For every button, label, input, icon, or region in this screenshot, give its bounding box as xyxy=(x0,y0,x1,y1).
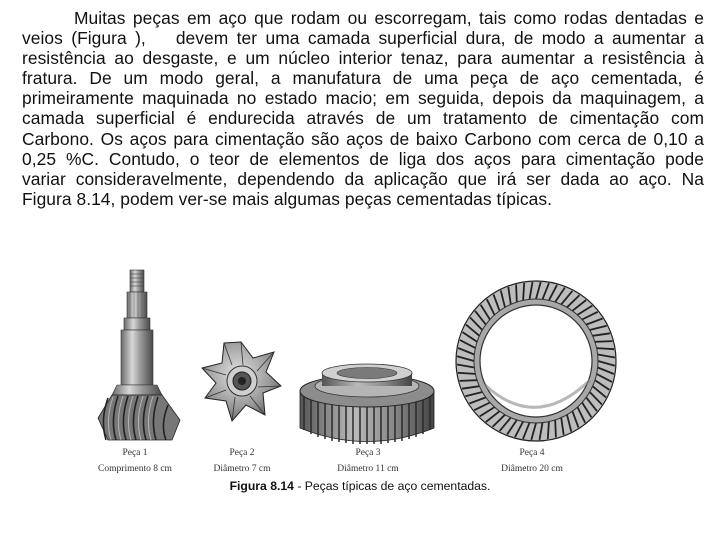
text-line: Carbono. Os aços para cimentação são aços de baixo Carbono com cerca de 0,10 a xyxy=(22,128,704,149)
figure-caption xyxy=(0,479,720,493)
text-line: Figura 8.14, podem ver-se mais algumas peças cementadas típicas. xyxy=(22,188,553,209)
ring-gear-tooth xyxy=(555,420,556,438)
text-line: resistência ao desgaste, e um núcleo interior tenaz, para aumentar a resistência à xyxy=(22,48,704,69)
text-line: fratura. De um modo geral, a manufatura de uma peça de aço cementada, é xyxy=(22,68,704,89)
text-line-part: veios (Figura ), xyxy=(22,28,146,49)
piece-4-dimension: Diâmetro 20 cm xyxy=(501,464,563,474)
text-line: camada superficial é endurecida através de um tratamento de cimentação com xyxy=(22,108,704,129)
ring-gear-tooth xyxy=(523,283,524,301)
text-line: primeiramente maquinada no estado macio; em seguida, depois da maquinagem, a xyxy=(22,88,704,109)
caption-text: - Peças típicas de aço cementadas. xyxy=(293,479,491,493)
piece-4-ring-gear xyxy=(456,281,616,441)
caption-figure-number: Figura 8.14 xyxy=(229,479,294,493)
piece-2-dimension: Diâmetro 7 cm xyxy=(213,464,271,474)
text-line: Muitas peças em aço que rodam ou escorregam, tais como rodas dentadas e xyxy=(74,8,704,28)
piece-2-label: Peça 2 xyxy=(229,448,255,458)
piece-3-dimension: Diâmetro 11 cm xyxy=(337,464,399,474)
ring-gear-tooth xyxy=(595,341,613,342)
piece-1-pinion-shaft xyxy=(98,270,180,440)
ring-gear-tooth xyxy=(548,422,549,440)
ring-gear-tooth xyxy=(460,380,478,381)
text-line: 0,25 %C. Contudo, o teor de elementos de liga dos aços para cimentação pode xyxy=(22,148,704,169)
piece-1-label: Peça 1 xyxy=(122,448,148,458)
ring-gear-tooth xyxy=(597,348,615,349)
piece-3-spur-gear xyxy=(300,364,434,444)
piece-1-dimension: Comprimento 8 cm xyxy=(98,464,172,474)
piece-3-label: Peça 3 xyxy=(355,448,381,458)
ring-gear-tooth xyxy=(458,373,476,374)
ring-gear-tooth xyxy=(516,285,517,303)
text-line: variar consideravelmente, dependendo da aplicação que irá ser dada ao aço. Na xyxy=(22,168,704,189)
text-line-part: devem ter uma camada superficial dura, de modo a aumentar a xyxy=(175,28,705,49)
piece-4-label: Peça 4 xyxy=(519,448,545,458)
piece-2-star-pinion xyxy=(202,342,281,421)
